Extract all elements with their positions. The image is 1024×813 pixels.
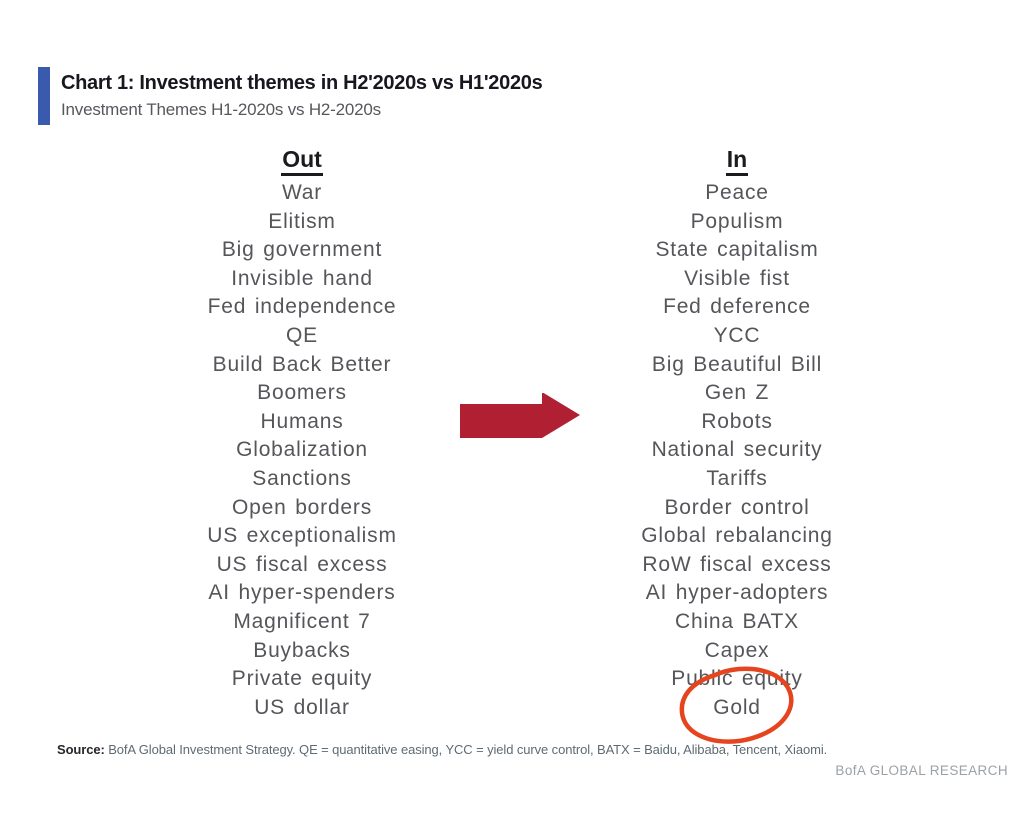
theme-item: Open borders [231, 495, 372, 519]
theme-item: Border control [664, 495, 810, 519]
source-label: Source: [57, 742, 105, 757]
theme-item: Build Back Better [212, 352, 392, 376]
theme-item: Public equity [671, 667, 803, 691]
chart-header-text [61, 67, 542, 125]
theme-item: Elitism [268, 209, 336, 233]
theme-item: War [281, 181, 323, 204]
theme-item: National security [651, 438, 823, 462]
theme-item: RoW fiscal excess [642, 552, 832, 576]
chart-subtitle: Investment Themes H1-2020s vs H2-2020s [61, 100, 381, 119]
theme-item: US fiscal excess [216, 552, 388, 576]
in-column-items [537, 179, 937, 722]
theme-item: Magnificent 7 [233, 609, 371, 633]
chart-title: Chart 1: Investment themes in H2'2020s vs H1'2020s [61, 72, 543, 94]
theme-item: AI hyper-spenders [208, 581, 396, 605]
theme-item: Buybacks [253, 638, 351, 662]
theme-item: Globalization [236, 438, 368, 462]
theme-item: Robots [701, 409, 773, 433]
theme-item: QE [286, 323, 318, 347]
source-line [57, 742, 987, 757]
accent-bar [38, 67, 50, 125]
out-column [102, 146, 502, 722]
theme-item: AI hyper-adopters [645, 581, 829, 605]
theme-item: Capex [704, 638, 770, 662]
theme-item: Visible fist [684, 266, 790, 290]
theme-item: China BATX [675, 609, 799, 633]
theme-item: US dollar [254, 695, 350, 719]
out-column-items [102, 179, 502, 722]
theme-item: Gold [713, 695, 761, 719]
theme-item: Invisible hand [231, 266, 373, 290]
source-text: BofA Global Investment Strategy. QE = quantitative easing, YCC = yield curve control, BATX = Baidu, Alibaba, Tencent, Xiaomi. [104, 742, 828, 757]
in-column-header-label: In [726, 146, 748, 176]
brand-line: BofA GLOBAL RESEARCH [835, 763, 1008, 778]
theme-item: Gen Z [704, 381, 770, 405]
theme-item: Fed deference [663, 295, 811, 319]
in-column-header [537, 146, 937, 176]
theme-item: Peace [705, 181, 769, 204]
theme-item: Populism [690, 209, 784, 233]
theme-item: Sanctions [252, 466, 352, 490]
theme-item: Private equity [231, 667, 373, 691]
theme-item: Boomers [257, 381, 347, 405]
theme-item: Global rebalancing [641, 524, 833, 548]
theme-item: Humans [260, 409, 344, 433]
theme-item: YCC [713, 323, 761, 347]
theme-item: State capitalism [655, 238, 819, 262]
theme-item: US exceptionalism [207, 524, 397, 548]
theme-item: Big government [221, 238, 383, 262]
theme-item: Big Beautiful Bill [651, 352, 823, 376]
out-column-header [102, 146, 502, 176]
chart-header [38, 67, 542, 125]
out-column-header-label: Out [281, 146, 323, 176]
in-column [537, 146, 937, 722]
theme-item: Fed independence [207, 295, 397, 319]
theme-item: Tariffs [706, 466, 768, 490]
